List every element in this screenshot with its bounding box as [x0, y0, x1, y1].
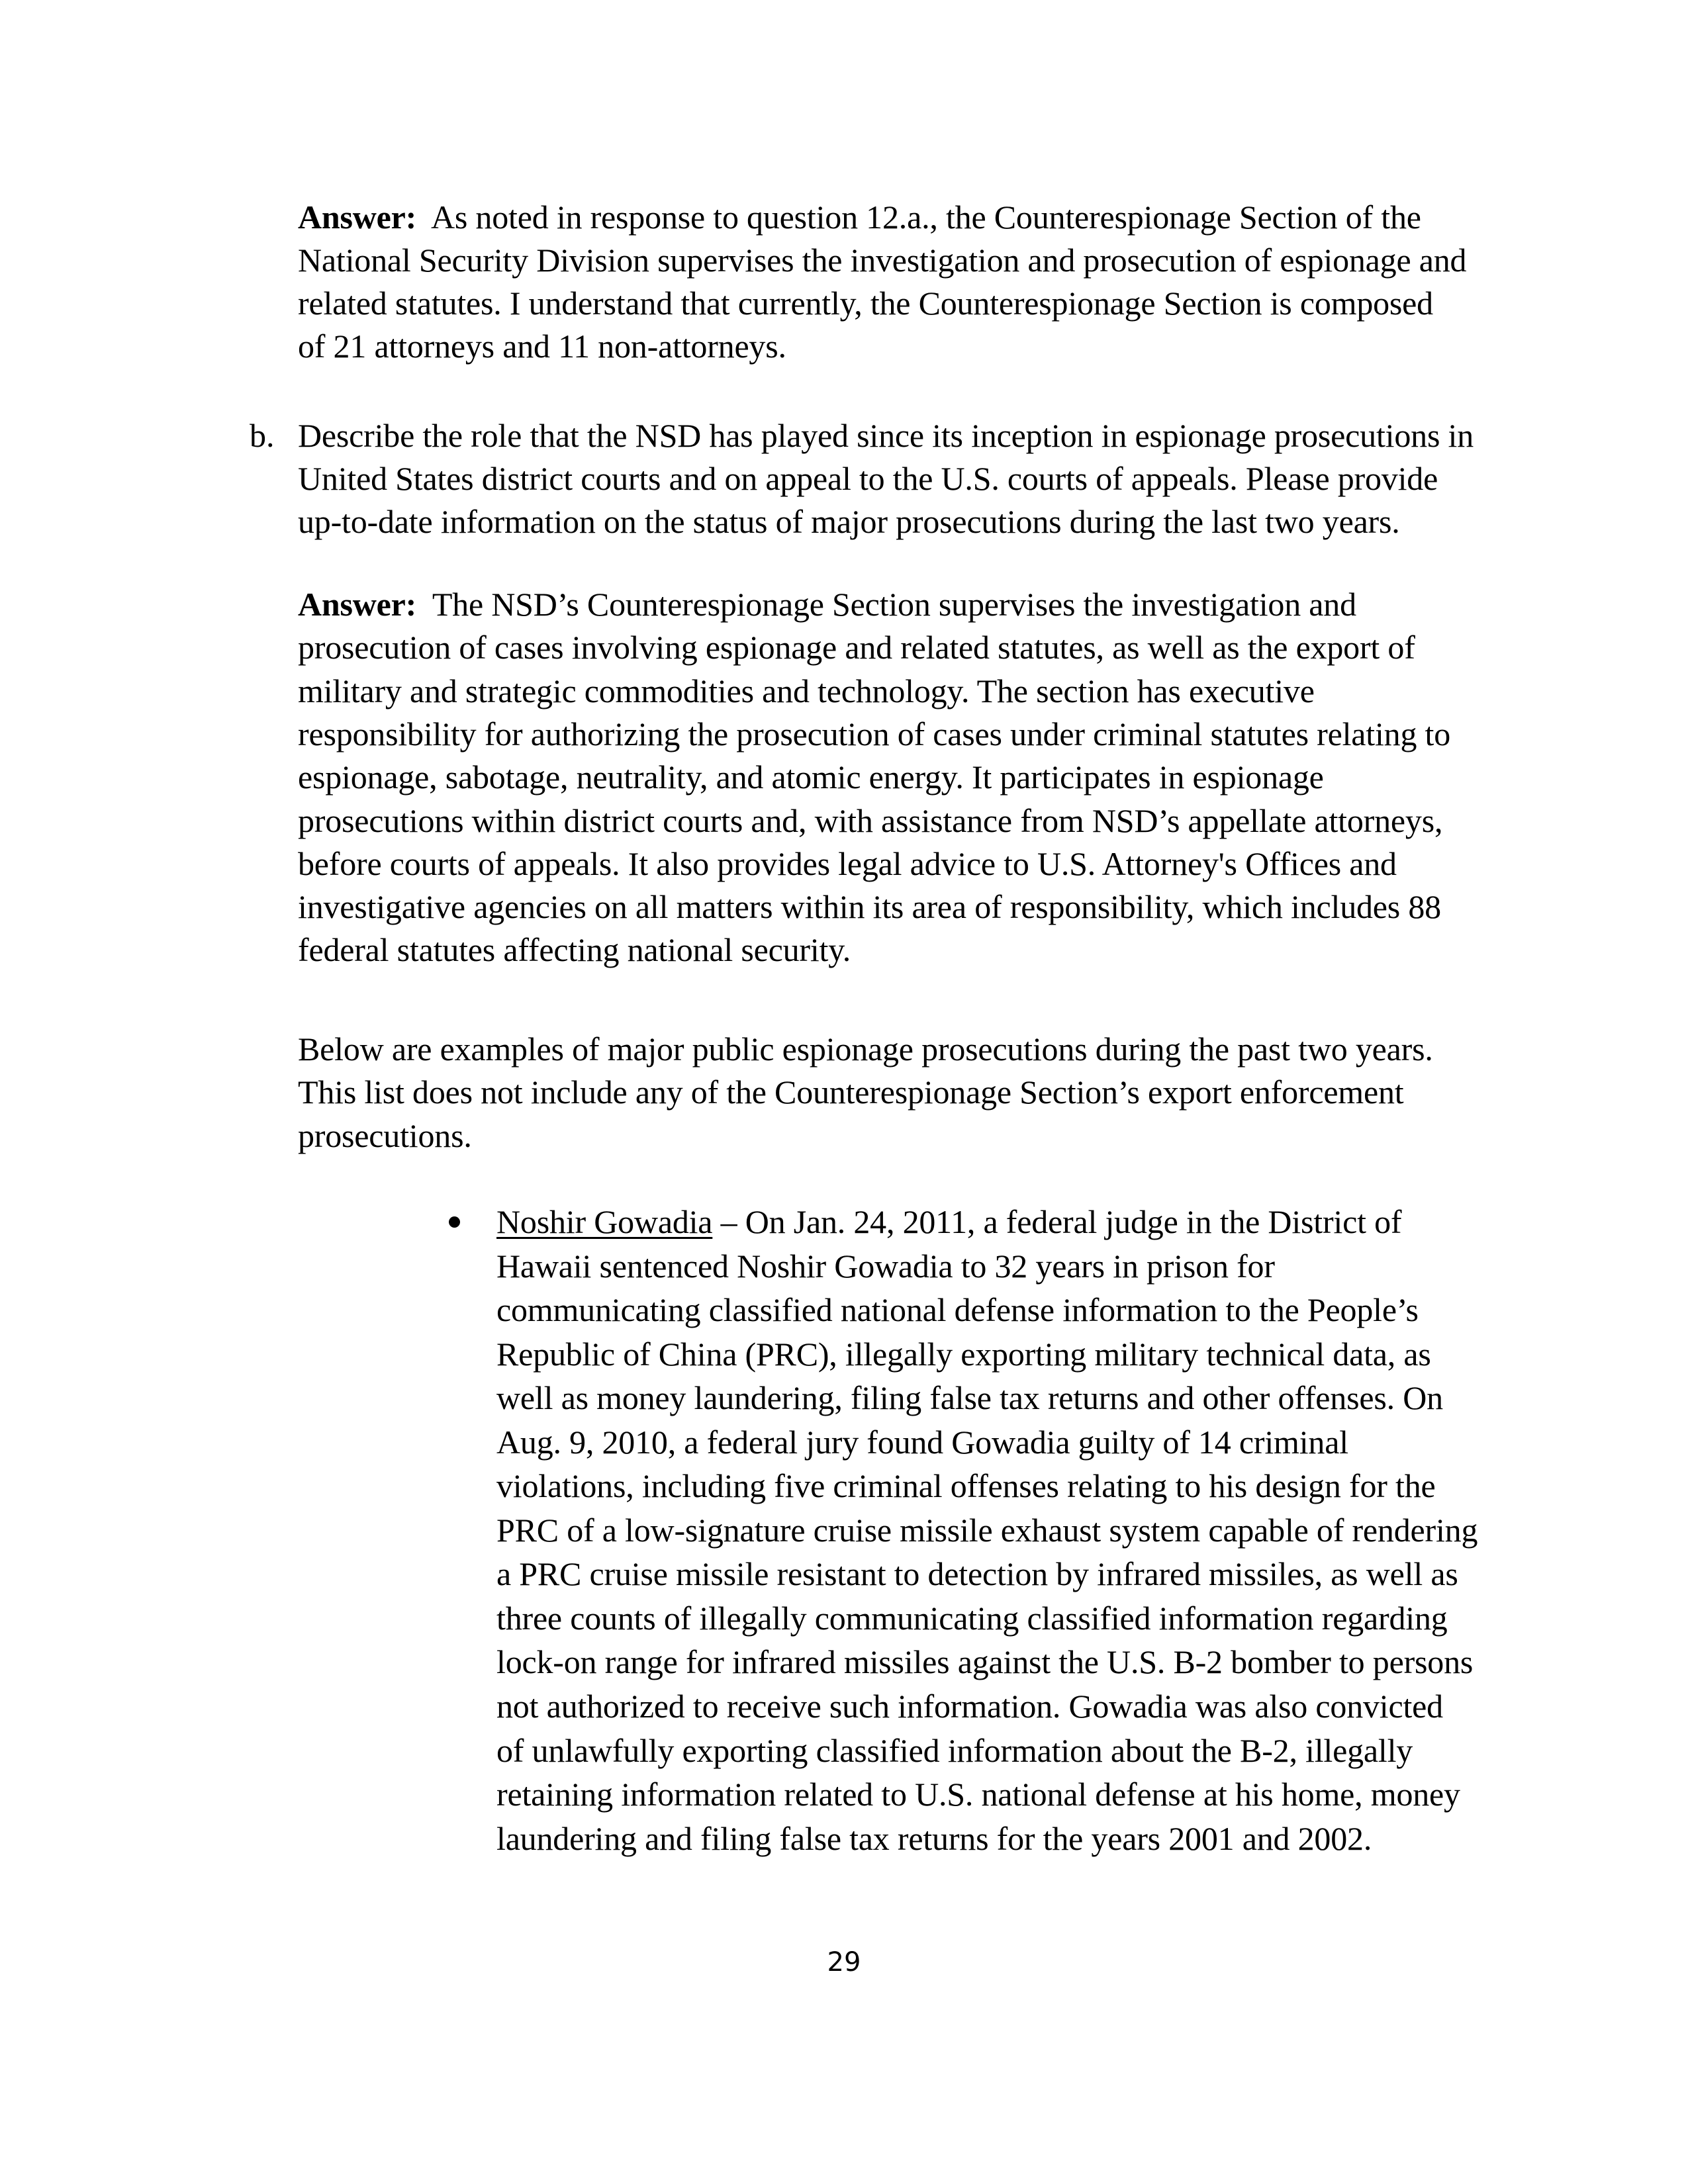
page-number: 29: [827, 1947, 861, 1978]
bullet-line-7: violations, including five criminal offenses relating to his design for the: [496, 1467, 1436, 1504]
answer-b-line-4: responsibility for authorizing the prosecution of cases under criminal statutes relating to: [298, 715, 1451, 752]
answer-label: Answer:: [298, 199, 417, 236]
bullet-line-12: not authorized to receive such information. Gowadia was also convicted: [496, 1688, 1443, 1725]
examples-intro-line-3: prosecutions.: [298, 1117, 472, 1154]
answer-b-line-7: before courts of appeals. It also provides legal advice to U.S. Attorney's Offices and: [298, 845, 1397, 882]
answer-a-line-2: National Security Division supervises the investigation and prosecution of espionage and: [298, 242, 1467, 279]
examples-intro-line-2: This list does not include any of the Counterespionage Section’s export enforcement: [298, 1073, 1404, 1111]
question-b-line-1: Describe the role that the NSD has played since its inception in espionage prosecutions in: [298, 417, 1474, 454]
bullet-icon: [449, 1216, 460, 1228]
bullet-line-4: Republic of China (PRC), illegally exporting military technical data, as: [496, 1336, 1431, 1373]
question-b-line-3: up-to-date information on the status of major prosecutions during the last two years.: [298, 503, 1400, 540]
examples-intro-line-1: Below are examples of major public espionage prosecutions during the past two years.: [298, 1030, 1433, 1068]
bullet-line-2: Hawaii sentenced Noshir Gowadia to 32 years in prison for: [496, 1248, 1275, 1285]
answer-a-text: As noted in response to question 12.a., the Counterespionage Section of the: [430, 199, 1421, 236]
answer-b-line-3: military and strategic commodities and technology. The section has executive: [298, 672, 1315, 709]
bullet-line-11: lock-on range for infrared missiles against the U.S. B-2 bomber to persons: [496, 1643, 1474, 1680]
bullet-line-15: laundering and filing false tax returns for the years 2001 and 2002.: [496, 1820, 1372, 1857]
bullet-line-5: well as money laundering, filing false tax returns and other offenses. On: [496, 1379, 1443, 1416]
answer-a-line-3: related statutes. I understand that currently, the Counterespionage Section is composed: [298, 285, 1433, 322]
spacer: [416, 199, 431, 236]
answer-b-line-8: investigative agencies on all matters within its area of responsibility, which includes 88: [298, 888, 1441, 925]
answer-a-line-4: of 21 attorneys and 11 non-attorneys.: [298, 328, 786, 365]
bullet-line-8: PRC of a low-signature cruise missile exhaust system capable of rendering: [496, 1512, 1478, 1549]
answer-b-line-1: [298, 588, 1356, 621]
question-b-line-2: United States district courts and on appeal to the U.S. courts of appeals. Please provide: [298, 460, 1438, 497]
bullet-line-13: of unlawfully exporting classified information about the B-2, illegally: [496, 1732, 1413, 1769]
bullet-line-1: [496, 1205, 1401, 1238]
answer-b-text: The NSD’s Counterespionage Section supervises the investigation and: [432, 586, 1356, 623]
question-b-marker: b.: [250, 417, 275, 454]
answer-b-line-9: federal statutes affecting national security.: [298, 931, 851, 968]
bullet-line-6: Aug. 9, 2010, a federal jury found Gowadia guilty of 14 criminal: [496, 1424, 1348, 1461]
bullet-line-3: communicating classified national defense information to the People’s: [496, 1291, 1419, 1328]
answer-b-line-5: espionage, sabotage, neutrality, and atomic energy. It participates in espionage: [298, 758, 1324, 796]
answer-b-line-2: prosecution of cases involving espionage and related statutes, as well as the export of: [298, 629, 1415, 666]
answer-label: Answer:: [298, 586, 417, 623]
answer-a-line-1: [298, 201, 1421, 234]
case-name-noshir-gowadia: Noshir Gowadia: [496, 1203, 713, 1240]
spacer: [416, 586, 432, 623]
bullet-line-14: retaining information related to U.S. national defense at his home, money: [496, 1776, 1460, 1813]
answer-b-line-6: prosecutions within district courts and, with assistance from NSD’s appellate attorneys,: [298, 802, 1443, 839]
bullet-line-10: three counts of illegally communicating classified information regarding: [496, 1600, 1448, 1637]
bullet-line-9: a PRC cruise missile resistant to detection by infrared missiles, as well as: [496, 1555, 1458, 1592]
bullet-first-line-text: – On Jan. 24, 2011, a federal judge in the District of: [712, 1203, 1402, 1240]
